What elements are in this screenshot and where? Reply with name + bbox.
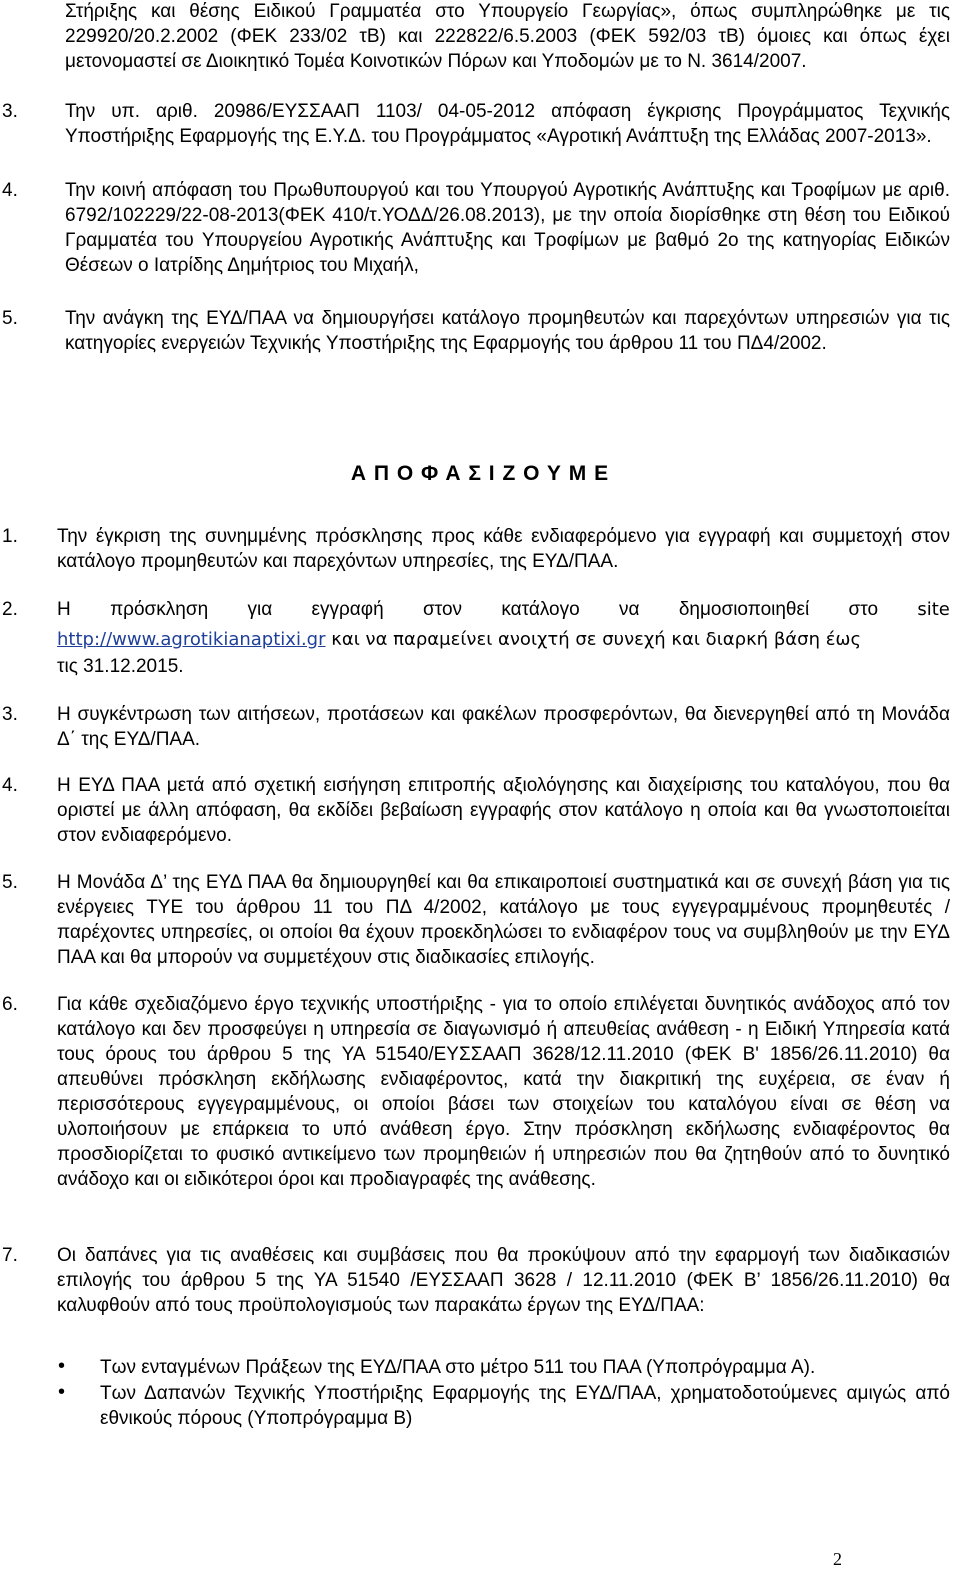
decision-5-text: Η Μονάδα Δ’ της ΕΥΔ ΠΑΑ θα δημιουργηθεί και θα επικαιροποιεί συστηματικά και σε συνεχή βάση για τις ενέργειες ΤΥΕ του άρθρου 11 του ΠΔ 4/2002, κατάλογο με τους εγγεγραμμένους προμηθευτές / παρέχοντες υπηρεσίες, οι οποίοι θα έχουν προεκδηλώσει το ενδιαφέρον τους να συμβληθούν με την ΕΥΔ ΠΑΑ και θα μπορούν να συμμετέχουν στις διαδικασίες επιλογής. bbox=[57, 872, 950, 968]
decision-4-text: Η ΕΥΔ ΠΑΑ μετά από σχετική εισήγηση επιτροπής αξιολόγησης και διαχείρισης του καταλόγου, που θα οριστεί με άλλη απόφαση, θα εκδίδει βεβαίωση εγγραφής στον κατάλογο η οποία και θα γνωστοποιείται στον ενδιαφερόμενο. bbox=[57, 775, 950, 846]
decision-2-word: κατάλογο bbox=[501, 599, 580, 620]
decision-4-number: 4. bbox=[2, 775, 18, 796]
decision-5-number: 5. bbox=[2, 872, 18, 893]
decision-7-number: 7. bbox=[2, 1245, 18, 1266]
bullet-marker: • bbox=[58, 1381, 66, 1403]
page-number: 2 bbox=[833, 1549, 842, 1569]
bullet-item-2: Των Δαπανών Τεχνικής Υποστήριξης Εφαρμογής της ΕΥΔ/ΠΑΑ, χρηματοδοτούμενες αμιγώς από εθνικούς πόρους (Υποπρόγραμμα Β) bbox=[100, 1383, 950, 1429]
decision-3-text: Η συγκέντρωση των αιτήσεων, προτάσεων και φακέλων προσφερόντων, θα διενεργηθεί από τη Μονάδα Δ΄ της ΕΥΔ/ΠΑΑ. bbox=[57, 704, 950, 750]
decision-3-number: 3. bbox=[2, 704, 18, 725]
decision-2-word: για bbox=[247, 599, 273, 620]
intro-item-3-number: 3. bbox=[2, 101, 18, 122]
bullet-item-1: Των ενταγμένων Πράξεων της ΕΥΔ/ΠΑΑ στο μέτρο 511 του ΠΑΑ (Υποπρόγραμμα Α). bbox=[100, 1357, 816, 1378]
decision-2-word: στον bbox=[423, 599, 463, 620]
decision-2-word: site bbox=[917, 599, 950, 620]
decision-2-word: δημοσιοποιηθεί bbox=[678, 599, 810, 620]
bullet-marker: • bbox=[58, 1355, 66, 1377]
decision-6-text: Για κάθε σχεδιαζόμενο έργο τεχνικής υποστήριξης - για το οποίο επιλέγεται δυνητικός ανάδοχος από τον κατάλογο και δεν προσφεύγει η υπηρεσία σε διαγωνισμό ή απευθείας ανάθεση - η Ειδική Υπηρεσία κατά τους όρους του άρθρου 5 της ΥΑ 51540/ΕΥΣΣΑΑΠ 3628/12.11.2010 (ΦΕΚ Β' 1856/26.11.2010) θα απευθύνει πρόσκληση εκδήλωσης ενδιαφέροντος, κατά την διακριτική της ευχέρεια, σε έναν ή περισσότερους εγγεγραμμένους, οι οποίοι βάσει των στοιχείων του καταλόγου είναι σε θέση να υλοποιήσουν με επάρκεια το υπό ανάθεση έργο. Στην πρόσκληση εκδήλωσης ενδιαφέροντος θα προσδιορίζεται το φυσικό αντικείμενο των προμηθειών ή υπηρεσιών που θα ζητηθούν από το δυνητικό ανάδοχο και οι ειδικότεροι όροι και προδιαγραφές της ανάθεσης. bbox=[57, 994, 950, 1190]
decision-2-line-2 bbox=[57, 627, 950, 652]
decision-2-number: 2. bbox=[2, 599, 18, 620]
decision-7-text: Οι δαπάνες για τις αναθέσεις και συμβάσεις που θα προκύψουν από την εφαρμογή των διαδικασιών επιλογής του άρθρου 5 της ΥΑ 51540 /ΕΥΣΣΑΑΠ 3628 / 12.11.2010 (ΦΕΚ Β’ 1856/26.11.2010) θα καλυφθούν από τους προϋπολογισμούς των παρακάτω έργων της ΕΥΔ/ΠΑΑ: bbox=[57, 1245, 950, 1316]
decision-6-number: 6. bbox=[2, 994, 18, 1015]
intro-item-5-text: Την ανάγκη της ΕΥΔ/ΠΑΑ να δημιουργήσει κατάλογο προμηθευτών και παρεχόντων υπηρεσιών για τις κατηγορίες ενεργειών Τεχνικής Υποστήριξης της Εφαρμογής του άρθρου 11 του ΠΔ4/2002. bbox=[65, 308, 950, 354]
decision-1-text: Την έγκριση της συνημμένης πρόσκλησης προς κάθε ενδιαφερόμενο για εγγραφή και συμμετοχή στον κατάλογο προμηθευτών και παρεχόντων υπηρεσίες, της ΕΥΔ/ΠΑΑ. bbox=[57, 526, 950, 572]
intro-item-4-text: Την κοινή απόφαση του Πρωθυπουργού και του Υπουργού Αγροτικής Ανάπτυξης και Τροφίμων με αριθ. 6792/102229/22-08-2013(ΦΕΚ 410/τ.ΥΟΔΔ/26.08.2013), με την οποία διορίσθηκε στη θέση του Ειδικού Γραμματέα του Υπουργείου Αγροτικής Ανάπτυξης και Τροφίμων με βαθμό 2ο της κατηγορίας Ειδικών Θέσεων ο Ιατρίδης Δημήτριος του Μιχαήλ, bbox=[65, 180, 950, 276]
decision-2-word: στο bbox=[848, 599, 879, 620]
agrotikianaptixi-link[interactable]: http://www.agrotikianaptixi.gr bbox=[57, 629, 326, 650]
intro-continuation: Στήριξης και θέσης Ειδικού Γραμματέα στο Υπουργείο Γεωργίας», όπως συμπληρώθηκε με τις 229920/20.2.2002 (ΦΕΚ 233/02 τΒ) και 222822/6.5.2003 (ΦΕΚ 592/03 τΒ) όμοιες και όπως έχει μετονομαστεί σε Διοικητικό Τομέα Κοινοτικών Πόρων και Υποδομών με το Ν. 3614/2007. bbox=[65, 1, 950, 72]
decision-heading: Α Π Ο Φ Α Σ Ι Ζ Ο Υ Μ Ε bbox=[350, 462, 610, 485]
decision-2-after-link: και να παραμείνει ανοιχτή σε συνεχή και διαρκή βάση έως bbox=[325, 629, 862, 650]
decision-2-line-3: τις 31.12.2015. bbox=[57, 656, 184, 677]
decision-2-line-1 bbox=[57, 597, 950, 622]
decision-2-word: εγγραφή bbox=[311, 599, 384, 620]
intro-item-5-number: 5. bbox=[2, 308, 18, 329]
intro-item-4-number: 4. bbox=[2, 180, 18, 201]
decision-2-word: πρόσκληση bbox=[110, 599, 209, 620]
decision-1-number: 1. bbox=[2, 526, 18, 547]
intro-item-3-text: Την υπ. αριθ. 20986/ΕΥΣΣΑΑΠ 1103/ 04-05-2012 απόφαση έγκρισης Προγράμματος Τεχνικής Υποστήριξης Εφαρμογής της Ε.Υ.Δ. του Προγράμματος «Αγροτική Ανάπτυξη της Ελλάδας 2007-2013». bbox=[65, 101, 950, 147]
decision-2-word: να bbox=[619, 599, 640, 620]
decision-2-word: Η bbox=[57, 599, 71, 620]
